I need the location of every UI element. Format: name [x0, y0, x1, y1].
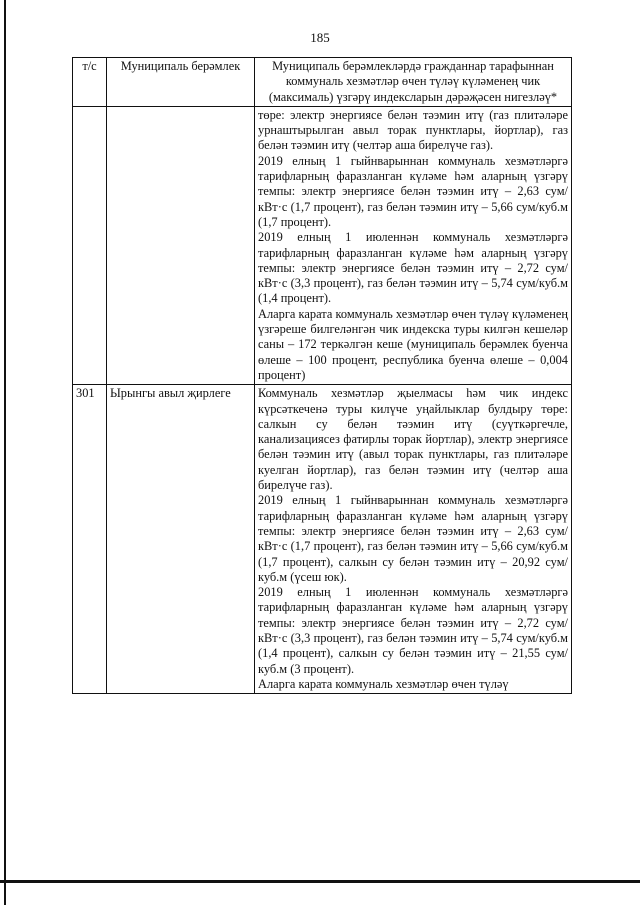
paragraph: Аларга карата коммуналь хезмәтләр өчен түләү күләменең үзгәреше билгеләнгән чик индекска туры килгән кешеләр саны – 172 теркәлгән кеше (муниципаль берәмлек буенча өлеше – 100 процент, республика буенча өлеше – 0,004 процент) — [258, 306, 568, 382]
row-municipality — [107, 106, 255, 384]
row-number: 301 — [73, 385, 107, 694]
paragraph: төре: электр энергиясе белән тәэмин итү (газ плитәләре урнаштырылган авыл торак пунктлары, йортлар), газ белән тәэмин итү (челтәр аша бирелүче газ). — [258, 107, 568, 153]
page-left-edge-rule — [4, 0, 6, 905]
paragraph: 2019 елның 1 июленнән коммуналь хезмәтләргә тарифларның фаразланган күләме һәм аларның үзгәрү темпы: электр энергиясе белән тәэмин итү – 2,72 сум/кВт·с (3,3 процент), газ белән тәэмин итү – 5,74 сум/куб.м (1,4 процент). — [258, 230, 568, 306]
row-number — [73, 106, 107, 384]
row-description — [255, 385, 572, 694]
header-municipality: Муниципаль берәмлек — [107, 58, 255, 107]
row-municipality: Ырынгы авыл җирлеге — [107, 385, 255, 694]
page-bottom-rule — [0, 880, 640, 883]
row-description — [255, 106, 572, 384]
tariff-table — [72, 57, 572, 694]
paragraph: 2019 елның 1 гыйнварыннан коммуналь хезмәтләргә тарифларның фаразланган күләме һәм аларның үзгәрү темпы: электр энергиясе белән тәэмин итү – 2,63 сум/кВт·с (1,7 процент), газ белән тәэмин итү – 5,66 сум/куб.м (1,7 процент). — [258, 153, 568, 229]
page-number: 185 — [310, 30, 330, 45]
table-header-row — [73, 58, 572, 107]
header-number: т/с — [73, 58, 107, 107]
header-description: Муниципаль берәмлекләрдә гражданнар тарафыннан коммуналь хезмәтләр өчен түләү күләменең чик (максималь) үзгәрү индексларын дәрәҗәсен нигезләү* — [255, 58, 572, 107]
table-row-continuation — [73, 106, 572, 384]
paragraph: Аларга карата коммуналь хезмәтләр өчен түләү — [258, 676, 509, 691]
paragraph: 2019 елның 1 июленнән коммуналь хезмәтләргә тарифларның фаразланган күләме һәм аларның үзгәрү темпы: электр энергиясе белән тәэмин итү – 2,72 сум/кВт·с (3,3 процент), газ белән тәэмин итү – 5,74 сум/куб.м (1,4 процент), салкын су белән тәэмин итү – 21,55 сум/куб.м (3 процент). — [258, 585, 568, 676]
paragraph: 2019 елның 1 гыйнварыннан коммуналь хезмәтләргә тарифларның фаразланган күләме һәм аларның үзгәрү темпы: электр энергиясе белән тәэмин итү – 2,63 сум/кВт·с (1,7 процент), газ белән тәэмин итү – 5,66 сум/куб.м (1,7 процент), салкын су белән тәэмин итү – 20,92 сум/куб.м (үсеш юк). — [258, 493, 568, 584]
paragraph: Коммуналь хезмәтләр җыелмасы һәм чик индекс күрсәткеченә туры килүче уңайлыклар булдыру төре: салкын су белән тәэмин итү (суүткәргечле, канализациясез фатирлы торак йортлар), электр энергиясе белән тәэмин итү (авыл торак пунктлары, газ плитәләре куелган йортлар), газ белән тәэмин итү (челтәр аша бирелүче газ). — [258, 386, 568, 493]
table-row-301 — [73, 385, 572, 694]
